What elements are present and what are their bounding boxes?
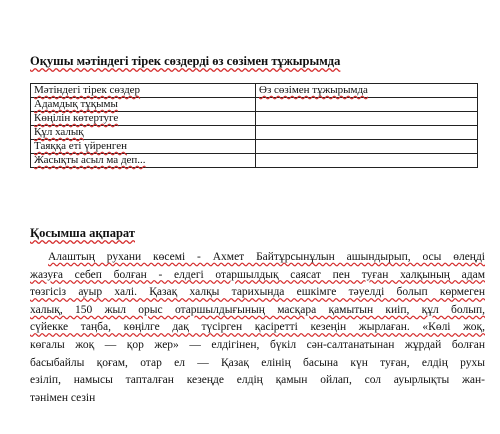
table-cell-keyword: Адамдық тұқымы [31,98,256,112]
table-cell-keyword: Көңілін көтертуге [31,112,256,126]
paragraph-line: езіліп, намысы тапталған кезеңде елдің қамын ойлап, сол ауырлықты жан- [30,374,485,387]
table-row [31,112,478,126]
table-cell-keyword: Таяққа еті үйренген [31,140,256,154]
paragraph-line: сүйекке таңба, көңілге дақ түсірген қасіретті кезеңін жырлаған. «Көлі жоқ, [30,321,485,334]
table-cell-answer[interactable] [256,126,478,140]
paragraph-line: көгалы жоқ — қор жер» — елдігінен, бүкіл сән-салтанатынан жұрдай болған [30,338,485,351]
paragraph-line: Алаштың рухани көсемі - Ахмет Байтұрсынұлын ашындырып, осы өлеңді [48,251,485,263]
table-row [31,126,478,140]
section-title: Қосымша ақпарат [30,226,135,240]
table-cell-answer[interactable] [256,140,478,154]
table-row [31,154,478,168]
paragraph-line: басыбайлы қоғам, отар ел — Қазақ елінің басына күн туған, елдің рухы [30,356,485,369]
keywords-table [30,83,478,168]
table-header-row [31,84,478,98]
task-heading: Оқушы мәтіндегі тірек сөздерді өз сөзімен тұжырымда [30,54,341,68]
table-cell-keyword: Құл халық [31,126,256,140]
table-cell-answer[interactable] [256,154,478,168]
paragraph-line: халық, 150 жыл орыс отаршылдығының масқара қамытын киіп, құл болып, [30,303,485,316]
paragraph-line: тәнімен сезін [30,391,96,404]
table-header-own-words: Өз сөзімен тұжырымда [256,84,478,98]
paragraph [30,249,485,407]
table-cell-answer[interactable] [256,98,478,112]
paragraph-line: жазуға себеп болған - елдегі отаршылдық саясат пен туған халқының адам [30,268,485,281]
table-row [31,98,478,112]
table-cell-keyword: Жасықты асыл ма деп... [31,154,256,168]
table-header-keywords: Мәтіндегі тірек сөздер [31,84,256,98]
paragraph-line: төзгісіз ауыр халі. Қазақ халқы тарихында ешкімге тәуелді болып көрмеген [30,286,485,299]
table-cell-answer[interactable] [256,112,478,126]
table-row [31,140,478,154]
